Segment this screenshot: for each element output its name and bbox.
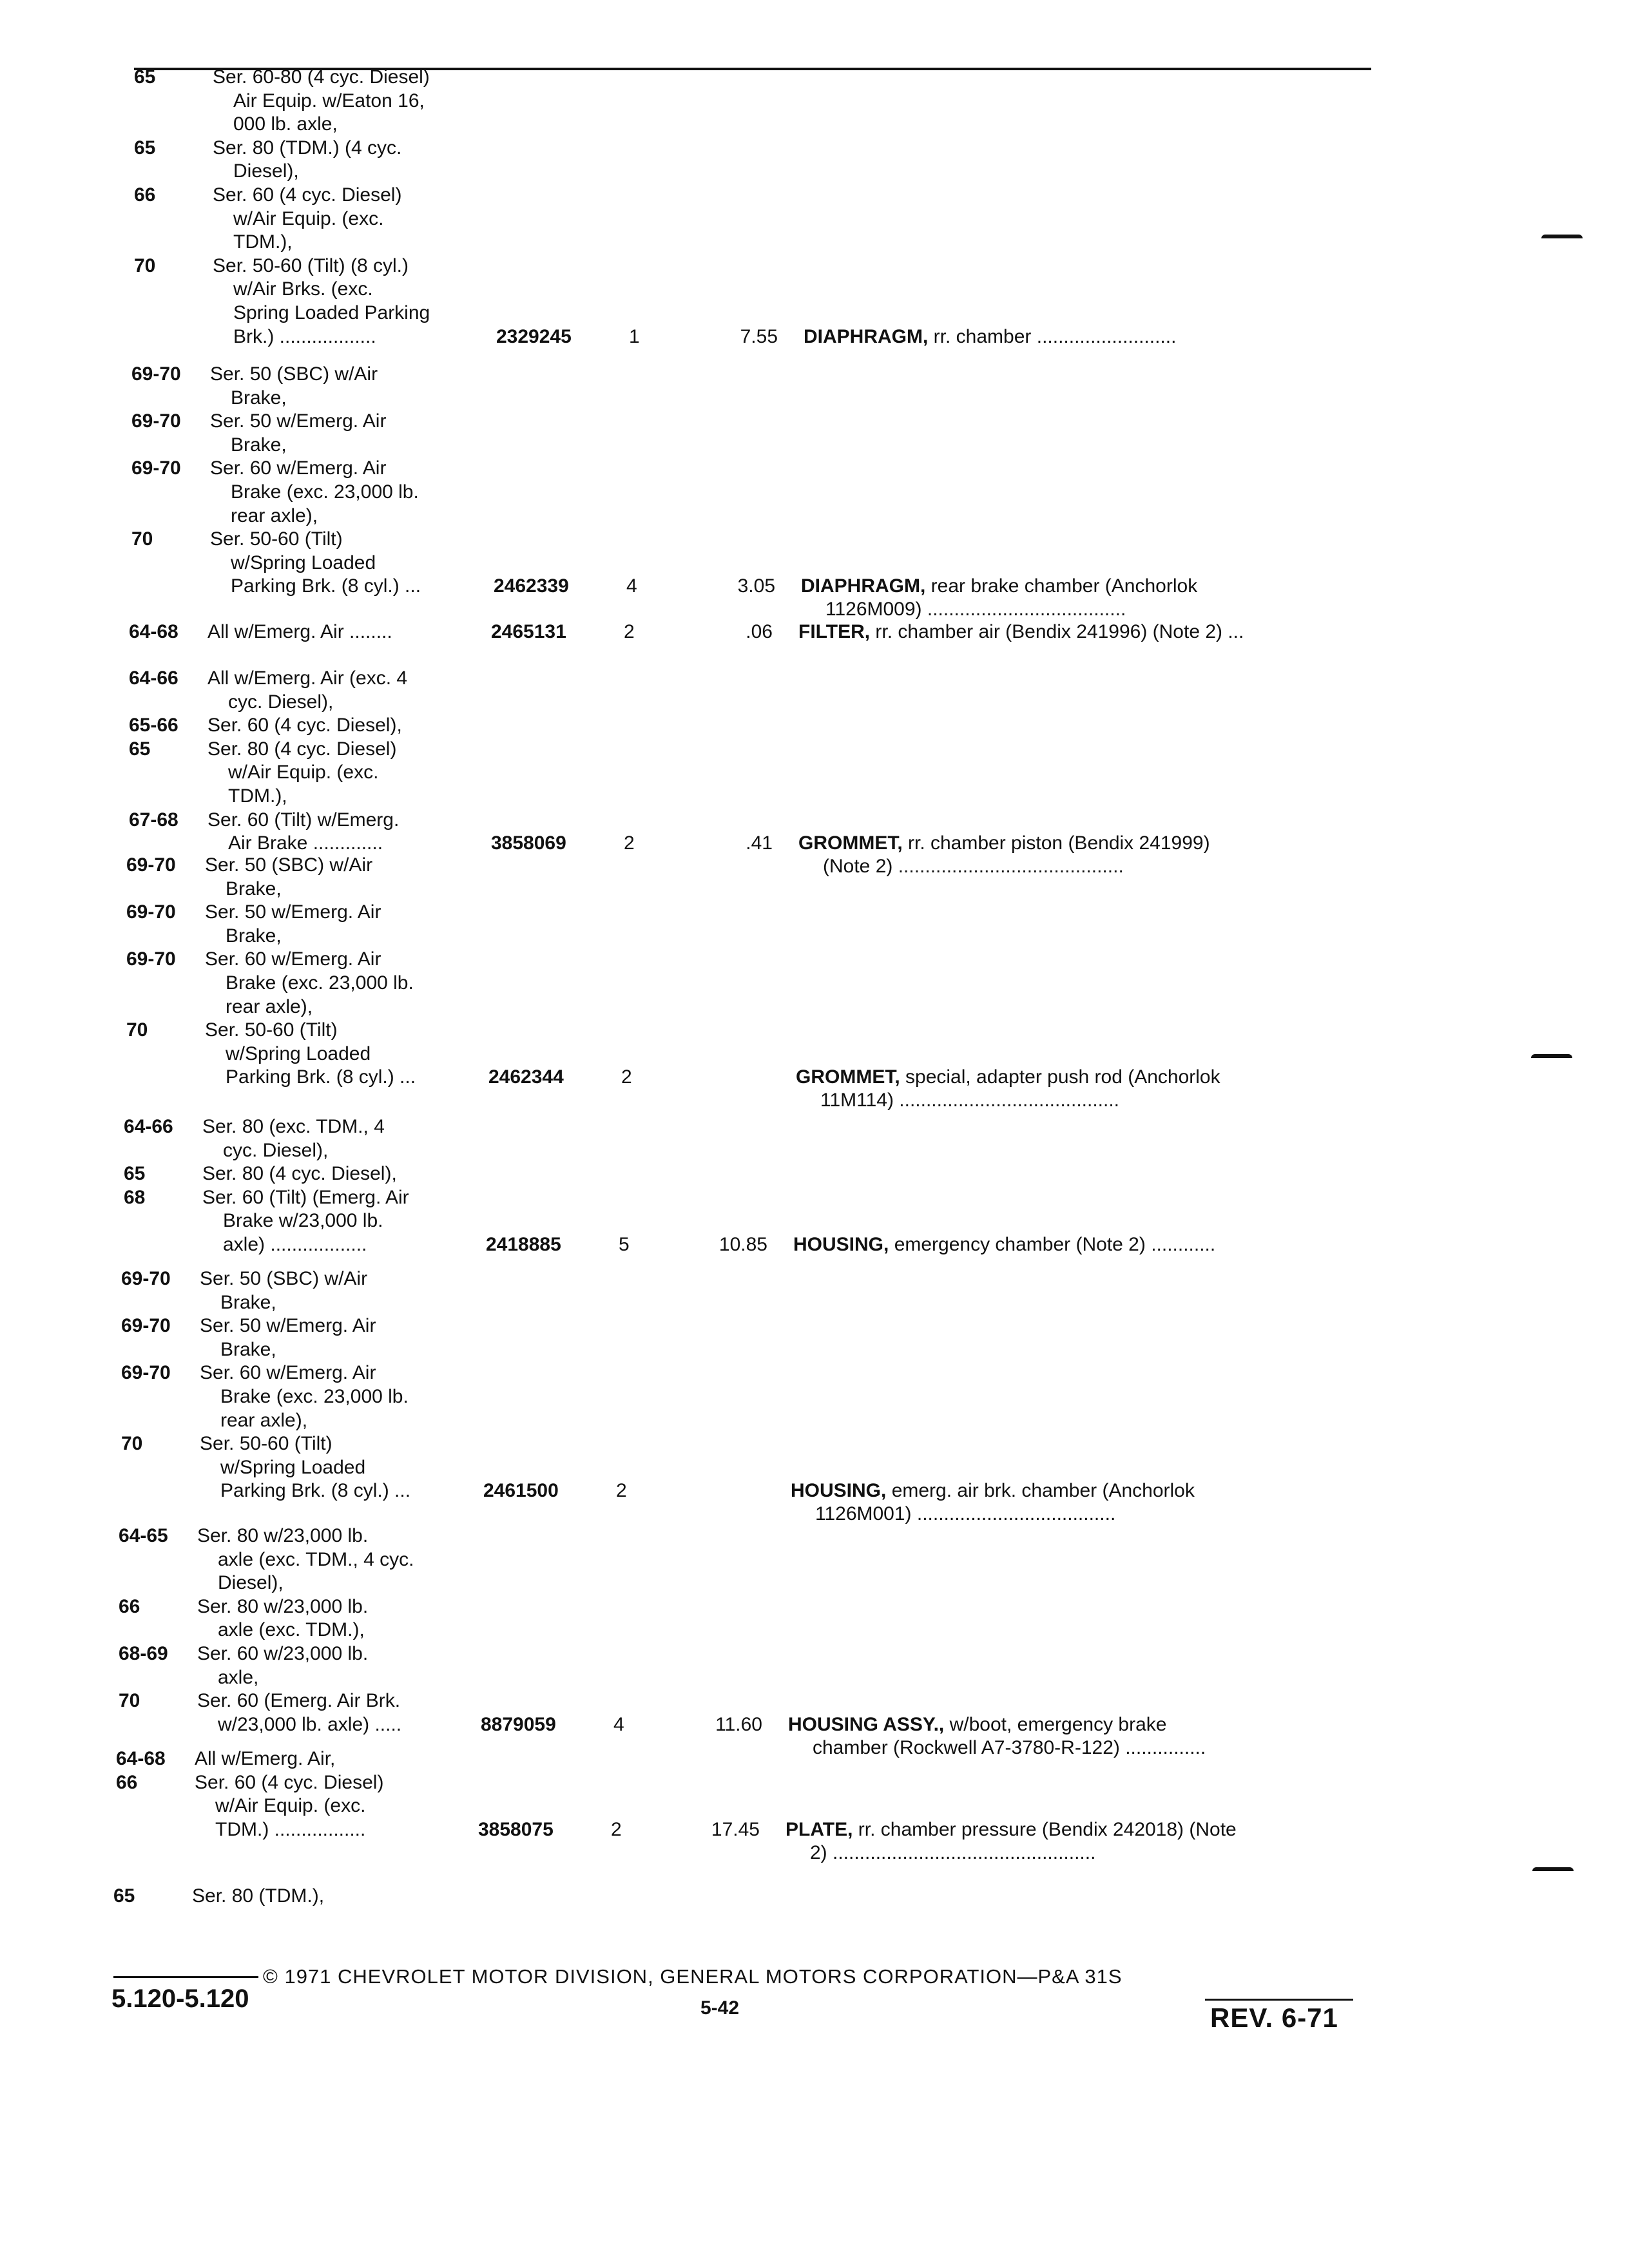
part-name: HOUSING ASSY.,	[788, 1713, 945, 1735]
application-text: Ser. 80 w/23,000 lb.	[197, 1525, 369, 1546]
part-description	[804, 325, 1364, 349]
part-description	[786, 1818, 1346, 1865]
application-text: Ser. 60-80 (4 cyc. Diesel)	[213, 66, 430, 88]
price: 7.55	[740, 325, 778, 347]
price: .41	[746, 832, 773, 854]
model-years: 65-66	[129, 715, 178, 736]
application-text: All w/Emerg. Air (exc. 4	[207, 668, 408, 689]
description-continuation: (Note 2) ..........................................	[823, 856, 1124, 878]
application-text: axle) ..................	[223, 1234, 367, 1255]
margin-mark	[1532, 1867, 1574, 1871]
part-number: 2465131	[491, 621, 566, 642]
model-years: 69-70	[121, 1268, 171, 1289]
footer-rule	[113, 1976, 258, 1978]
part-number: 3858069	[491, 832, 566, 854]
application-text: axle (exc. TDM.),	[218, 1619, 365, 1641]
price: 3.05	[737, 575, 775, 597]
application-text: Brake,	[220, 1338, 276, 1360]
application-text: Air Equip. w/Eaton 16,	[233, 90, 425, 111]
application-text: All w/Emerg. Air,	[195, 1748, 336, 1769]
application-text: Ser. 60 w/Emerg. Air	[200, 1362, 376, 1384]
part-number: 2418885	[486, 1234, 561, 1255]
model-years: 68-69	[119, 1643, 168, 1664]
application-text: rear axle),	[231, 505, 318, 526]
application-text: Brake,	[220, 1291, 276, 1313]
description-text: rr. chamber piston (Bendix 241999)	[902, 832, 1210, 854]
application-text: Ser. 60 w/23,000 lb.	[197, 1643, 369, 1664]
part-number: 2329245	[496, 325, 572, 347]
application-text: Ser. 60 (Emerg. Air Brk.	[197, 1690, 401, 1712]
application-text: Brake,	[226, 878, 282, 899]
application-text: cyc. Diesel),	[223, 1139, 329, 1161]
part-description	[798, 620, 1359, 644]
description-text: rr. chamber pressure (Bendix 242018) (Note	[853, 1818, 1237, 1840]
price: 17.45	[711, 1818, 760, 1840]
application-text: Ser. 60 w/Emerg. Air	[210, 457, 387, 479]
model-years: 70	[119, 1690, 140, 1712]
model-years: 69-70	[131, 410, 181, 432]
description-text: w/boot, emergency brake	[944, 1713, 1167, 1735]
application-text: Brk.) ..................	[233, 325, 376, 347]
part-description	[798, 832, 1359, 878]
model-years: 65	[124, 1163, 146, 1185]
application-text: cyc. Diesel),	[228, 691, 334, 713]
model-years: 69-70	[121, 1362, 171, 1384]
application-text: Brake (exc. 23,000 lb.	[226, 972, 414, 994]
model-years: 67-68	[129, 809, 178, 831]
model-years: 70	[134, 255, 156, 276]
model-years: 69-70	[121, 1315, 171, 1337]
application-text: Brake,	[231, 387, 287, 408]
application-text: w/Air Equip. (exc.	[228, 762, 379, 783]
description-continuation: 2) .................................................	[810, 1841, 1096, 1863]
application-text: Ser. 80 w/23,000 lb.	[197, 1595, 369, 1617]
application-text: Parking Brk. (8 cyl.) ...	[220, 1480, 411, 1502]
part-number: 2461500	[483, 1480, 559, 1502]
model-years: 65	[113, 1885, 135, 1907]
application-text: Parking Brk. (8 cyl.) ...	[231, 575, 421, 597]
model-years: 69-70	[126, 948, 176, 970]
application-text: rear axle),	[220, 1409, 308, 1431]
footer-revision: REV. 6-71	[1210, 2003, 1338, 2033]
application-text: Ser. 50 w/Emerg. Air	[205, 901, 381, 923]
application-text: Ser. 80 (TDM.) (4 cyc.	[213, 137, 402, 159]
application-text: Ser. 60 w/Emerg. Air	[205, 948, 381, 970]
application-text: w/Spring Loaded	[220, 1456, 366, 1478]
price: 10.85	[718, 1234, 767, 1255]
application-text: Ser. 80 (4 cyc. Diesel),	[202, 1163, 397, 1185]
application-text: Ser. 60 (Tilt) (Emerg. Air	[202, 1186, 409, 1208]
application-text: Parking Brk. (8 cyl.) ...	[226, 1066, 416, 1088]
description-continuation: 1126M001) .....................................	[815, 1503, 1116, 1525]
model-years: 69-70	[131, 363, 181, 385]
application-text: Ser. 50 (SBC) w/Air	[210, 363, 378, 385]
part-description	[796, 1066, 1356, 1112]
description-text: emerg. air brk. chamber (Anchorlok	[886, 1480, 1195, 1502]
model-years: 64-68	[116, 1748, 166, 1769]
description-continuation: chamber (Rockwell A7-3780-R-122) ...............	[813, 1736, 1206, 1758]
application-text: All w/Emerg. Air ........	[207, 621, 392, 642]
application-text: Spring Loaded Parking	[233, 302, 430, 323]
application-text: Brake w/23,000 lb.	[223, 1210, 383, 1232]
application-text: Ser. 50-60 (Tilt) (8 cyl.)	[213, 255, 409, 276]
application-text: Ser. 50 (SBC) w/Air	[200, 1268, 368, 1289]
footer-copyright: © 1971 CHEVROLET MOTOR DIVISION, GENERAL MOTORS CORPORATION—P&A 31S	[263, 1965, 1123, 1988]
application-text: Ser. 80 (TDM.),	[192, 1885, 325, 1907]
application-text: Brake (exc. 23,000 lb.	[231, 481, 419, 503]
application-text: w/Spring Loaded	[226, 1043, 371, 1064]
footer-section-number: 5.120-5.120	[111, 1984, 249, 2013]
footer-page-number: 5-42	[700, 1997, 740, 2019]
description-continuation: 1126M009) .....................................	[825, 599, 1126, 620]
application-text: Brake (exc. 23,000 lb.	[220, 1386, 409, 1407]
model-years: 68	[124, 1186, 146, 1208]
model-years: 70	[126, 1019, 148, 1041]
application-text: Ser. 80 (exc. TDM., 4	[202, 1116, 385, 1137]
application-text: Ser. 50 (SBC) w/Air	[205, 854, 373, 876]
quantity: 4	[613, 1713, 624, 1735]
application-text: w/23,000 lb. axle) .....	[218, 1713, 402, 1735]
part-name: DIAPHRAGM,	[801, 575, 926, 597]
application-text: Diesel),	[218, 1572, 284, 1594]
application-text: w/Air Equip. (exc.	[233, 207, 384, 229]
model-years: 65	[134, 137, 156, 159]
margin-mark	[1531, 1054, 1572, 1058]
model-years: 66	[119, 1595, 140, 1617]
application-text: Ser. 60 (4 cyc. Diesel)	[213, 184, 402, 206]
application-text: TDM.),	[233, 231, 293, 253]
application-text: w/Air Equip. (exc.	[215, 1795, 366, 1817]
description-text: rear brake chamber (Anchorlok	[925, 575, 1198, 597]
description-text: rr. chamber ..........................	[928, 325, 1177, 347]
part-description	[791, 1479, 1351, 1526]
part-name: DIAPHRAGM,	[804, 325, 929, 347]
application-text: Ser. 50 w/Emerg. Air	[210, 410, 387, 432]
application-text: Ser. 60 (Tilt) w/Emerg.	[207, 809, 400, 831]
part-description	[788, 1713, 1349, 1760]
application-text: rear axle),	[226, 995, 313, 1017]
footer-rule	[1205, 1999, 1353, 2001]
quantity: 2	[624, 621, 635, 642]
application-text: w/Spring Loaded	[231, 552, 376, 573]
description-continuation: 11M114) .........................................	[820, 1090, 1120, 1111]
model-years: 64-65	[119, 1525, 168, 1546]
price: 11.60	[715, 1713, 762, 1735]
part-name: GROMMET,	[796, 1066, 900, 1088]
description-text: rr. chamber air (Bendix 241996) (Note 2) ...	[870, 621, 1244, 642]
quantity: 2	[611, 1818, 622, 1840]
price: .06	[746, 621, 773, 642]
quantity: 2	[621, 1066, 632, 1088]
application-text: axle,	[218, 1666, 259, 1688]
model-years: 66	[134, 184, 156, 206]
application-text: 000 lb. axle,	[233, 113, 338, 135]
application-text: TDM.),	[228, 785, 287, 807]
quantity: 4	[626, 575, 637, 597]
model-years: 65	[134, 66, 156, 88]
model-years: 70	[121, 1433, 143, 1455]
model-years: 70	[131, 528, 153, 550]
part-number: 2462344	[488, 1066, 564, 1088]
part-name: HOUSING,	[791, 1480, 887, 1502]
model-years: 69-70	[126, 901, 176, 923]
application-text: TDM.) .................	[215, 1818, 366, 1840]
application-text: Ser. 60 (4 cyc. Diesel)	[195, 1771, 384, 1793]
model-years: 64-66	[129, 668, 178, 689]
application-text: Ser. 50-60 (Tilt)	[200, 1433, 333, 1455]
application-text: Brake,	[226, 925, 282, 947]
quantity: 1	[629, 325, 640, 347]
application-text: Ser. 60 (4 cyc. Diesel),	[207, 715, 402, 736]
part-name: HOUSING,	[793, 1234, 889, 1255]
quantity: 5	[619, 1234, 630, 1255]
quantity: 2	[624, 832, 635, 854]
application-text: Brake,	[231, 434, 287, 456]
application-text: Ser. 50-60 (Tilt)	[210, 528, 343, 550]
application-text: Ser. 80 (4 cyc. Diesel)	[207, 738, 397, 760]
application-text: axle (exc. TDM., 4 cyc.	[218, 1548, 414, 1570]
model-years: 64-68	[129, 621, 178, 642]
description-text: emergency chamber (Note 2) ............	[889, 1234, 1216, 1255]
part-name: FILTER,	[798, 621, 871, 642]
application-text: Diesel),	[233, 160, 299, 182]
part-number: 8879059	[481, 1713, 556, 1735]
application-text: Ser. 50-60 (Tilt)	[205, 1019, 338, 1041]
application-text: w/Air Brks. (exc.	[233, 278, 373, 300]
margin-mark	[1541, 235, 1583, 238]
part-number: 3858075	[478, 1818, 554, 1840]
model-years: 64-66	[124, 1116, 173, 1137]
part-name: GROMMET,	[798, 832, 903, 854]
model-years: 66	[116, 1771, 138, 1793]
model-years: 65	[129, 738, 151, 760]
quantity: 2	[616, 1480, 627, 1502]
part-description	[801, 575, 1362, 621]
model-years: 69-70	[131, 457, 181, 479]
part-name: PLATE,	[786, 1818, 853, 1840]
model-years: 69-70	[126, 854, 176, 876]
part-number: 2462339	[494, 575, 569, 597]
application-text: Air Brake .............	[228, 832, 383, 854]
description-text: special, adapter push rod (Anchorlok	[900, 1066, 1220, 1088]
application-text: Ser. 50 w/Emerg. Air	[200, 1315, 376, 1337]
part-description	[793, 1233, 1354, 1256]
